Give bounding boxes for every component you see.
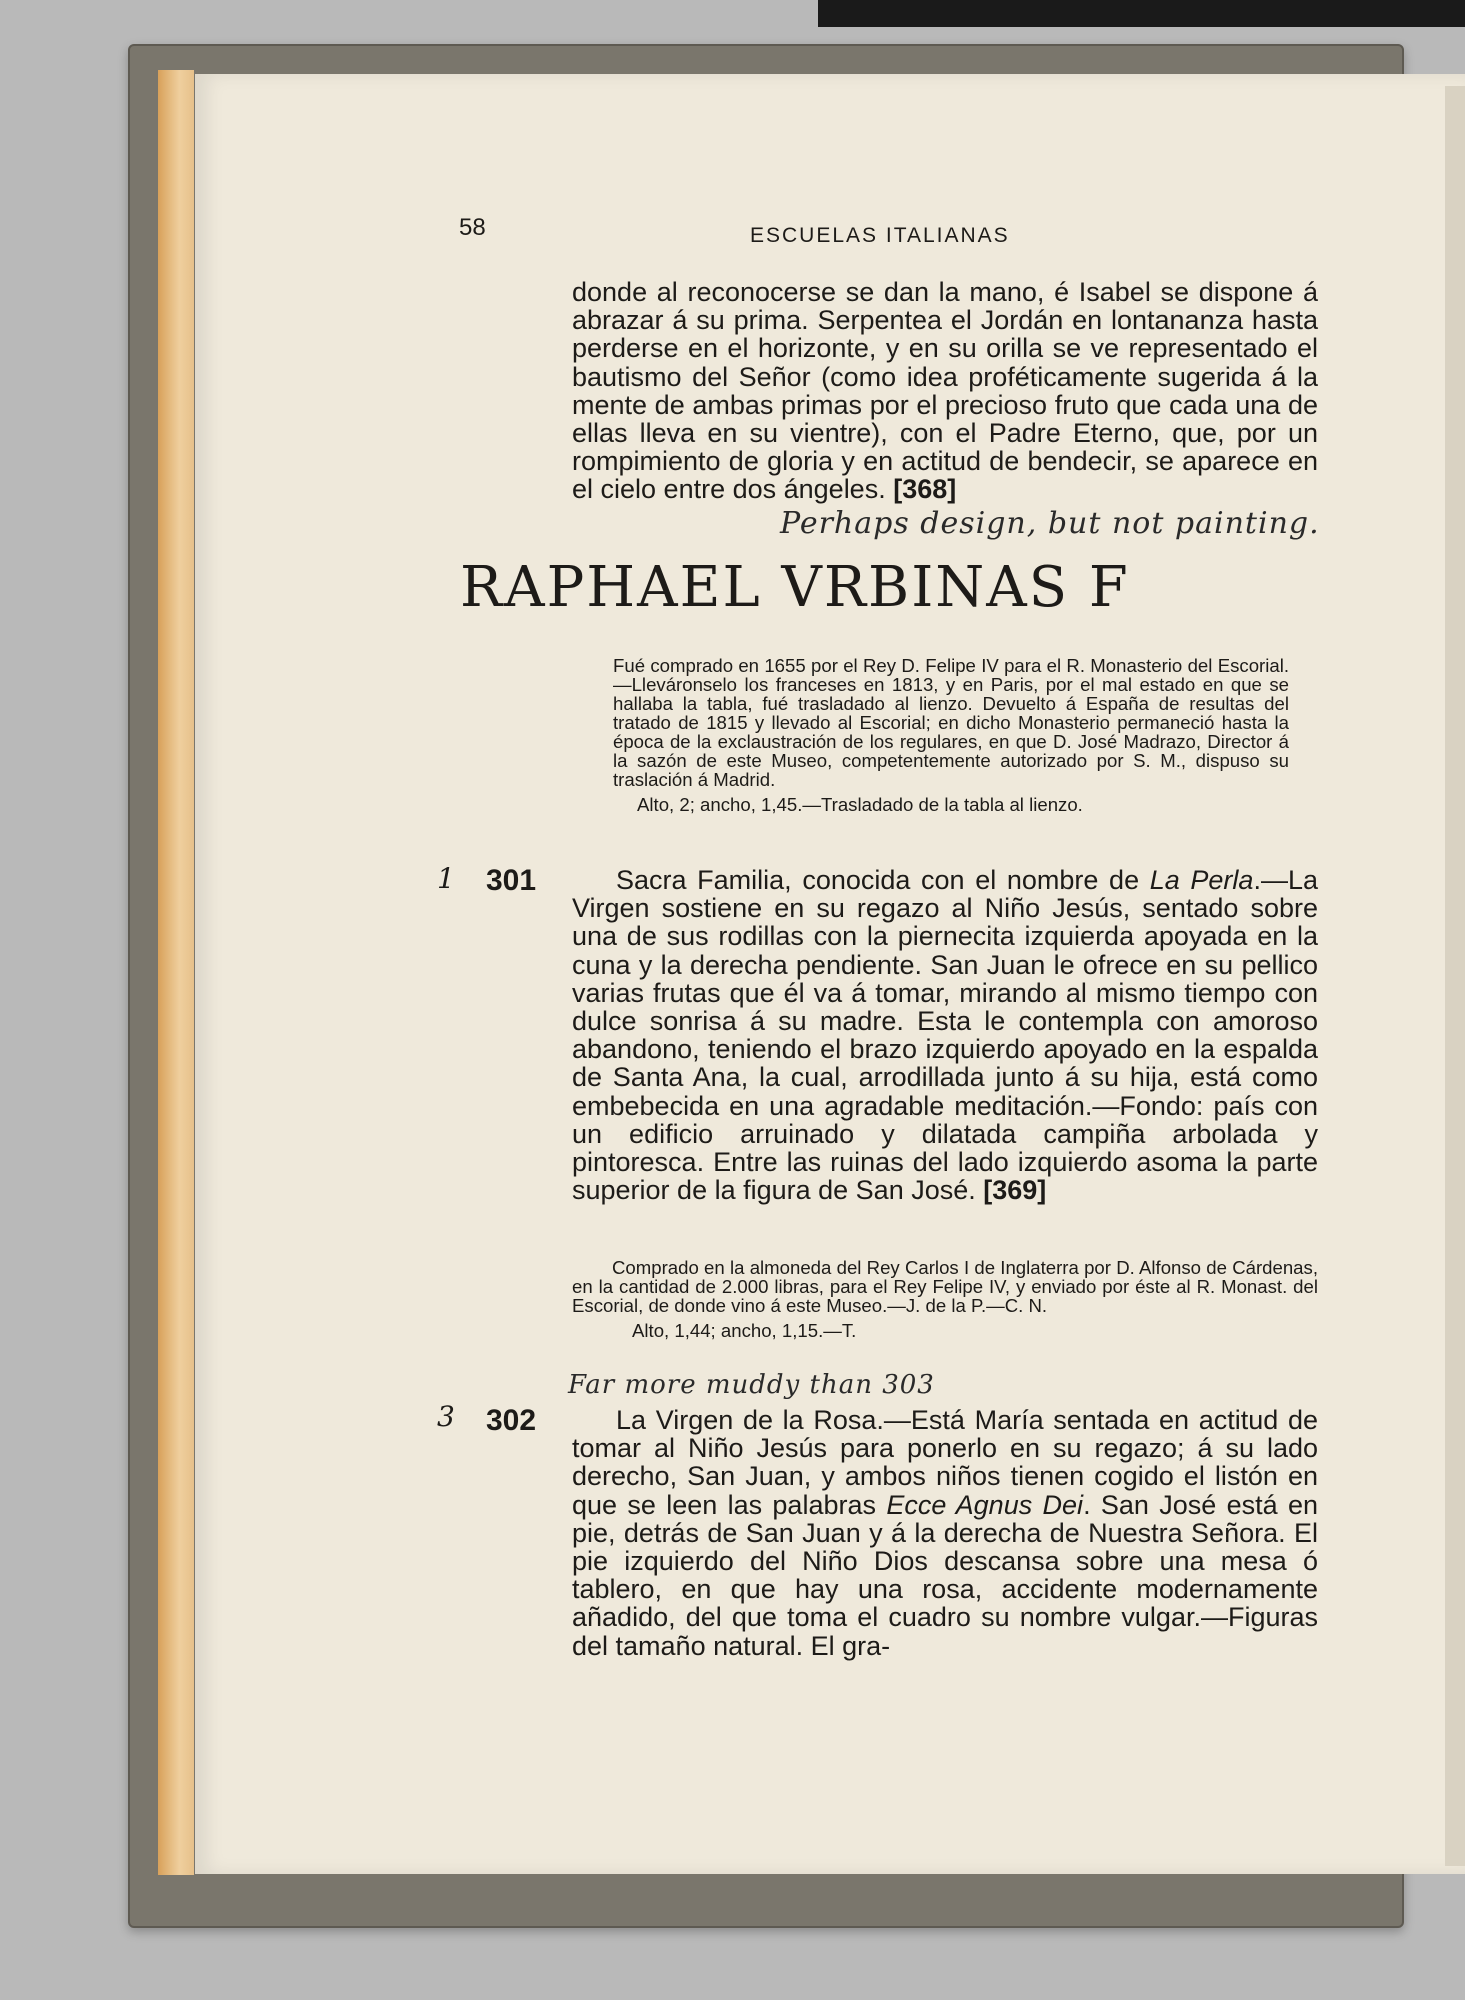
- entry-301-title: La Perla: [1149, 865, 1254, 895]
- painting-inscription: RAPHAEL VRBINAS F: [460, 555, 1130, 620]
- entry-301-provenance: [572, 1258, 1318, 1340]
- intro-text: donde al reconocerse se dan la mano, é Isabel se dispone á abrazar á su prima. Serpentea el Jordán en lontananza hasta perderse en el horizonte, y en su orilla se ve representado el bautismo del Señor (como idea proféticamente sugerida á la mente de ambas primas por el precioso fruto que cada una de ellas lleva en su vientre), con el Padre Eterno, que, por un rompimiento de gloria y en actitud de bendecir, se aparece en el cielo entre dos ángeles.: [572, 277, 1318, 505]
- margin-mark-301: 1: [437, 862, 455, 895]
- dark-background-strip: [818, 0, 1465, 27]
- provenance-1-text: Fué comprado en 1655 por el Rey D. Felipe IV para el R. Monasterio del Escorial.—Lleváronselo los franceses en 1813, y en Paris, por el mal estado en que se hallaba la tabla, fué trasladado al lienzo. Devuelto á España de resultas del tratado de 1815 y llevado al Escorial; en dicho Monasterio permaneció hasta la época de la exclaustración de los regulares, en que D. José Madrazo, Director á la sazón de este Museo, competentemente autorizado por S. M., dispuso su traslación á Madrid.: [613, 655, 1289, 790]
- page-number: 58: [459, 214, 486, 241]
- provenance-block-1: [613, 656, 1289, 814]
- entry-301-dimensions: Alto, 1,44; ancho, 1,15.—T.: [632, 1320, 857, 1341]
- handwritten-note-1: Perhaps design, but not painting.: [780, 506, 1320, 541]
- intro-paragraph: [572, 278, 1318, 504]
- page-edges: [158, 70, 194, 1875]
- entry-number-302: 302: [486, 1404, 537, 1437]
- entry-301-provenance-text: Comprado en la almoneda del Rey Carlos I de Inglaterra por D. Alfonso de Cárdenas, en la cantidad de 2.000 libras, para el Rey Felipe IV, y enviado por éste al R. Monast. del Escorial, de donde vino á este Museo.—J. de la P.—C. N.: [572, 1257, 1318, 1316]
- entry-301-text-post: .—La Virgen sostiene en su regazo al Niño Jesús, sentado sobre una de sus rodillas con la piernecita izquierda apoyada en la cuna y la derecha pendiente. San Juan le ofrece en su pellico varias frutas que él va á tomar, mirando al mismo tiempo con dulce sonrisa á su madre. Esta le contempla con amoroso abandono, teniendo el brazo izquierdo apoyado en la espalda de Santa Ana, la cual, arrodillada junto á su hija, está como embebecida en una agradable meditación.—Fondo: país con un edificio arruinado y dilatada campiña arbolada y pintoresca. Entre las ruinas del lado izquierdo asoma la parte superior de la figura de San José.: [572, 865, 1318, 1206]
- entry-302-body: [572, 1406, 1318, 1660]
- entry-301-text-pre: Sacra Familia, conocida con el nombre de: [616, 865, 1150, 895]
- reference-368: [368]: [893, 474, 957, 505]
- handwritten-note-2: Far more muddy than 303: [568, 1370, 935, 1400]
- entry-302-text-post: . San José está en pie, detrás de San Juan y á la derecha de Nuestra Señora. El pie izquierdo del Niño Dios descansa sobre una mesa ó tablero, en que hay una rosa, accidente modernamente añadido, del que toma el cuadro su nombre vulgar.—Figuras del tamaño natural. El gra-: [572, 1489, 1318, 1661]
- entry-number-301: 301: [486, 864, 537, 897]
- running-title: ESCUELAS ITALIANAS: [750, 224, 1010, 247]
- reference-369: [369]: [983, 1175, 1047, 1206]
- provenance-1-dimensions: Alto, 2; ancho, 1,45.—Trasladado de la tabla al lienzo.: [637, 794, 1083, 815]
- margin-mark-302: 3: [437, 1400, 455, 1433]
- entry-302-text-pre: La Virgen de la Rosa.—Está María sentada en actitud de tomar al Niño Jesús para ponerlo en su regazo; á su lado derecho, San Juan, y ambos niños tienen cogido el listón en que se leen las palabras: [572, 1405, 1318, 1520]
- entry-301-body: [572, 866, 1318, 1204]
- entry-302-italic-words: Ecce Agnus Dei: [886, 1489, 1084, 1520]
- facing-page-edge: [1445, 86, 1465, 1866]
